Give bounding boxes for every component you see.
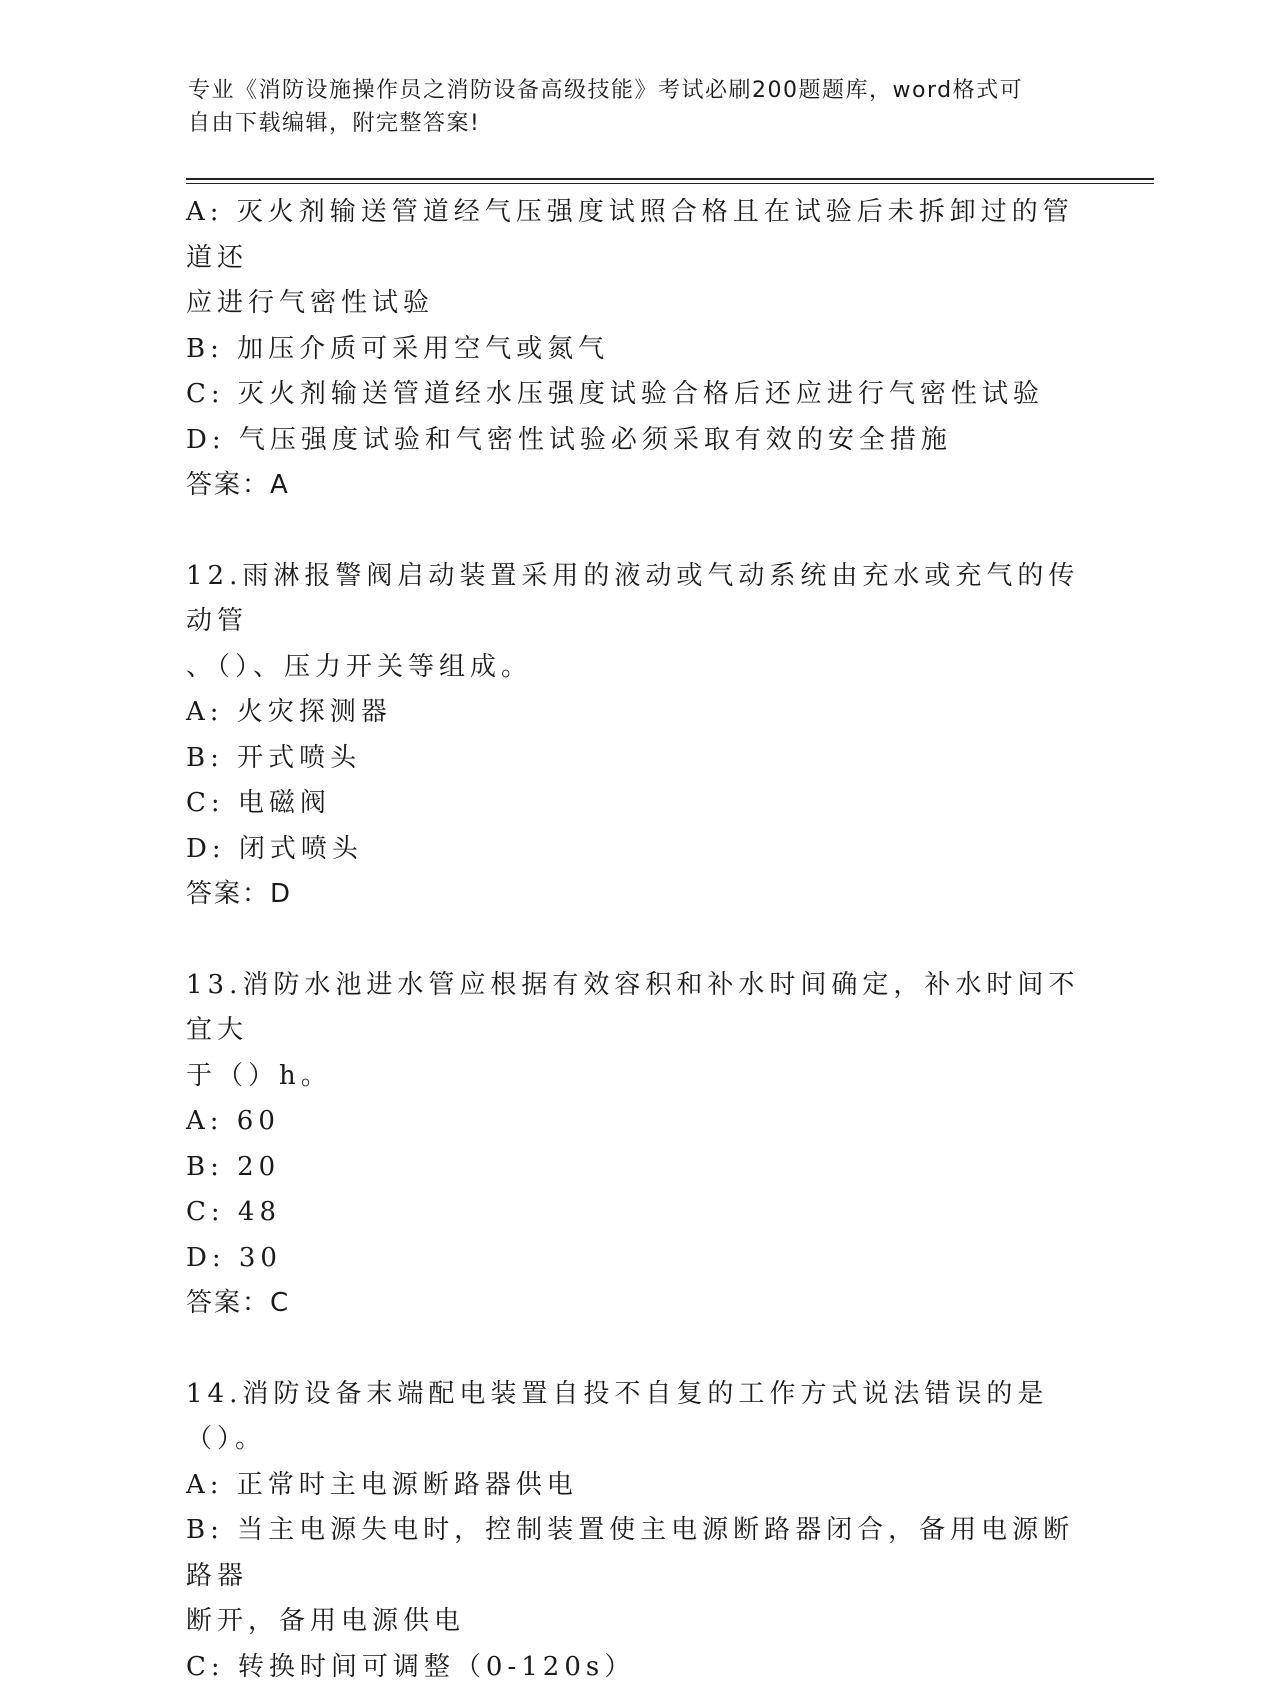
question-stem-line-1: 13.消防水池进水管应根据有效容积和补水时间确定，补水时间不宜大 xyxy=(186,963,1086,1054)
question-stem-line-2: 、（）、压力开关等组成。 xyxy=(186,645,1086,691)
option-b: B: 开式喷头 xyxy=(186,736,1086,782)
document-header xyxy=(188,74,1068,140)
question-11-options xyxy=(186,190,1086,509)
option-b: B: 20 xyxy=(186,1145,1086,1191)
option-b-line-1: B: 当主电源失电时，控制装置使主电源断路器闭合，备用电源断路器 xyxy=(186,1508,1086,1599)
question-12 xyxy=(186,554,1086,918)
option-c: C: 灭火剂输送管道经水压强度试验合格后还应进行气密性试验 xyxy=(186,372,1086,418)
option-b-line-2: 断开，备用电源供电 xyxy=(186,1599,1086,1645)
answer-label: 答案：C xyxy=(186,1281,1086,1327)
question-14 xyxy=(186,1372,1086,1690)
option-a: A: 火灾探测器 xyxy=(186,690,1086,736)
spacer xyxy=(186,1327,1086,1372)
option-c: C: 电磁阀 xyxy=(186,781,1086,827)
header-divider-thin xyxy=(186,183,1154,184)
question-stem-line-2: 于（）h。 xyxy=(186,1054,1086,1100)
question-content xyxy=(186,190,1086,1690)
answer-label: 答案：D xyxy=(186,872,1086,918)
option-b: B: 加压介质可采用空气或氮气 xyxy=(186,327,1086,373)
option-a-line-1: A: 灭火剂输送管道经气压强度试照合格且在试验后未拆卸过的管道还 xyxy=(186,190,1086,281)
question-13 xyxy=(186,963,1086,1327)
option-c: C: 转换时间可调整（0-120s） xyxy=(186,1645,1086,1690)
answer-label: 答案：A xyxy=(186,463,1086,509)
header-line-2: 自由下载编辑，附完整答案! xyxy=(188,107,1068,140)
option-d: D: 气压强度试验和气密性试验必须采取有效的安全措施 xyxy=(186,418,1086,464)
spacer xyxy=(186,918,1086,963)
option-c: C: 48 xyxy=(186,1190,1086,1236)
option-d: D: 闭式喷头 xyxy=(186,827,1086,873)
question-stem: 14.消防设备末端配电装置自投不自复的工作方式说法错误的是（）。 xyxy=(186,1372,1086,1463)
option-a: A: 正常时主电源断路器供电 xyxy=(186,1463,1086,1509)
option-d: D: 30 xyxy=(186,1236,1086,1282)
question-stem-line-1: 12.雨淋报警阀启动装置采用的液动或气动系统由充水或充气的传动管 xyxy=(186,554,1086,645)
header-divider-thick xyxy=(186,178,1154,180)
option-a-line-2: 应进行气密性试验 xyxy=(186,281,1086,327)
option-a: A: 60 xyxy=(186,1099,1086,1145)
header-line-1: 专业《消防设施操作员之消防设备高级技能》考试必刷200题题库，word格式可 xyxy=(188,74,1068,107)
spacer xyxy=(186,509,1086,554)
